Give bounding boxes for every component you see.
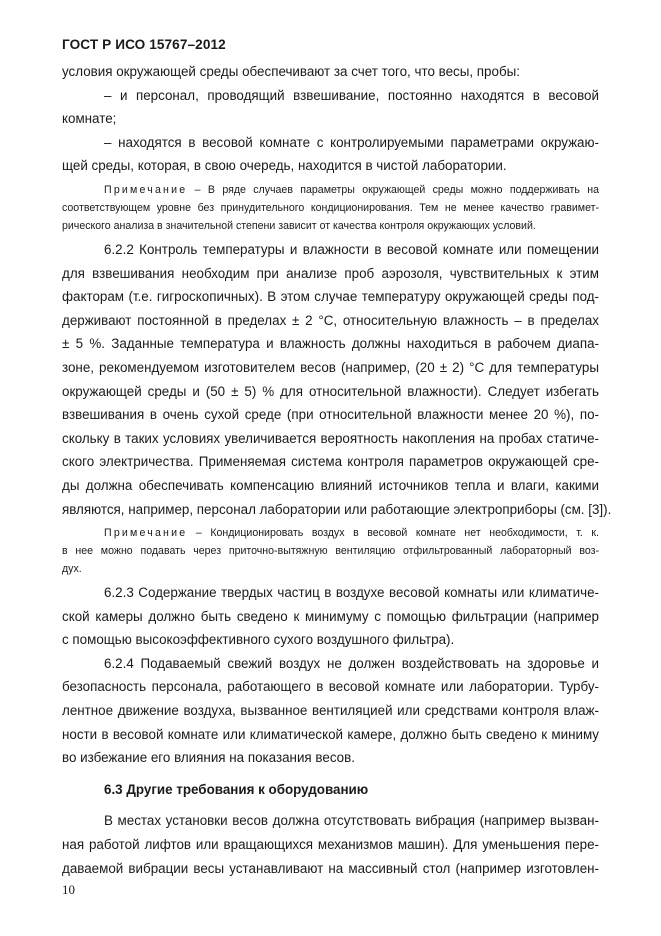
bullet-2-line-2: щей среды, которая, в свою очередь, находится в чистой лаборатории.: [62, 158, 507, 174]
p622-line-9: скольку в таких условиях увеличивается вероятность накопления на пробах статиче-: [62, 430, 599, 446]
p622-line-5: ± 5 %. Заданные температура и влажность должны находиться в рабочем диапа-: [62, 336, 599, 352]
note-2: [62, 521, 599, 581]
note-2-line-1: [62, 524, 599, 542]
p622-line-7: окружающей среды и (50 ± 5) % для относительной влажности). Следует избегать: [62, 383, 599, 399]
bullet-2-line-1: – находятся в весовой комнате с контролируемыми параметрами окружаю-: [104, 134, 599, 150]
p622-line-10: ского электричества. Применяемая система контроля параметров окружающей сре-: [62, 454, 599, 470]
paragraph-6-2-2: [62, 238, 612, 521]
note-2-text-1: – Кондиционировать воздух в весовой комнате нет необходимости, т. к.: [187, 527, 599, 540]
p622-line-2: для взвешивания необходим при анализе проб аэрозоля, чувствительных к этим: [62, 265, 599, 281]
note-1-label: Примечание: [104, 183, 188, 196]
p623-line-2: ской камеры должно быть сведено к минимуму с помощью фильтрации (например: [62, 608, 599, 624]
bullet-1-line-2: комнате;: [62, 111, 117, 127]
p623-line-1: 6.2.3 Содержание твердых частиц в воздухе весовой комнаты или климатиче-: [104, 585, 599, 601]
p63-line-3: даваемой вибрации весы устанавливают на массивный стол (например изготовлен-: [62, 860, 599, 876]
p622-line-8: взвешивания в очень сухой среде (при относительной влажности менее 20 %), по-: [62, 407, 599, 423]
p63-line-1: В местах установки весов должна отсутствовать вибрация (например вызван-: [104, 813, 599, 829]
p624-line-1: 6.2.4 Подаваемый свежий воздух не должен воздействовать на здоровье и: [104, 655, 599, 671]
p622-line-3: факторам (т.е. гигроскопичных). В этом случае температуру окружающей среды под-: [62, 289, 599, 305]
paragraph-6-2-3: [62, 581, 599, 652]
paragraph-6-2-4: [62, 652, 599, 770]
note-1-line-3: рического анализа в значительной степени зависит от качества контроля окружающих условий.: [62, 219, 536, 232]
p622-line-1: 6.2.2 Контроль температуры и влажности в весовой комнате или помещении: [104, 241, 599, 257]
p624-line-5: во избежание его влияния на показания весов.: [62, 750, 355, 766]
document-body: [62, 60, 612, 880]
intro-line: условия окружающей среды обеспечивают за счет того, что весы, пробы:: [62, 64, 520, 79]
p622-line-4: держивают постоянной в пределах ± 2 °С, относительную влажность – в пределах: [62, 312, 599, 328]
page-number: 10: [62, 882, 75, 897]
bullet-1-line-1: – и персонал, проводящий взвешивание, постоянно находятся в весовой: [104, 87, 599, 103]
note-2-label: Примечание: [104, 527, 188, 540]
p624-line-2: безопасность персонала, работающего в весовой комнате или лаборатории. Турбу-: [62, 679, 599, 695]
document-header: ГОСТ Р ИСО 15767–2012: [62, 37, 226, 52]
p622-line-12: являются, например, персонал лаборатории или работающие электроприборы (см. [3]).: [62, 501, 612, 517]
p624-line-4: ности в весовой комнате или климатической камере, должно быть сведено к миниму: [62, 726, 599, 742]
note-2-line-3: дух.: [62, 563, 82, 576]
note-1-line-2: соответствующем уровне без принудительного кондиционирования. Тем не менее качество гравимет-: [62, 201, 599, 214]
note-1-text-1: – В ряде случаев параметры окружающей среды можно поддерживать на: [187, 183, 599, 196]
note-1-line-1: [62, 181, 599, 199]
paragraph-6-3: [62, 809, 599, 880]
p623-line-3: с помощью высокоэффективного сухого воздушного фильтра).: [62, 632, 455, 648]
p622-line-11: ды должна обеспечивать компенсацию влияний источников тепла и влаги, какими: [62, 477, 599, 493]
note-1: [62, 178, 599, 238]
note-2-line-2: в нее можно подавать через приточно-вытяжную вентиляцию отфильтрованный лабораторный воз-: [62, 545, 599, 558]
p63-line-2: ная работой лифтов или вращающихся механизмов машин). Для уменьшения пере-: [62, 837, 599, 853]
p624-line-3: лентное движение воздуха, вызванное вентиляцией или средствами контроля влаж-: [62, 703, 599, 719]
p622-line-6: зоне, рекомендуемом изготовителем весов (например, (20 ± 2) °С для температуры: [62, 359, 599, 375]
section-heading-6-3: 6.3 Другие требования к оборудованию: [104, 781, 369, 797]
